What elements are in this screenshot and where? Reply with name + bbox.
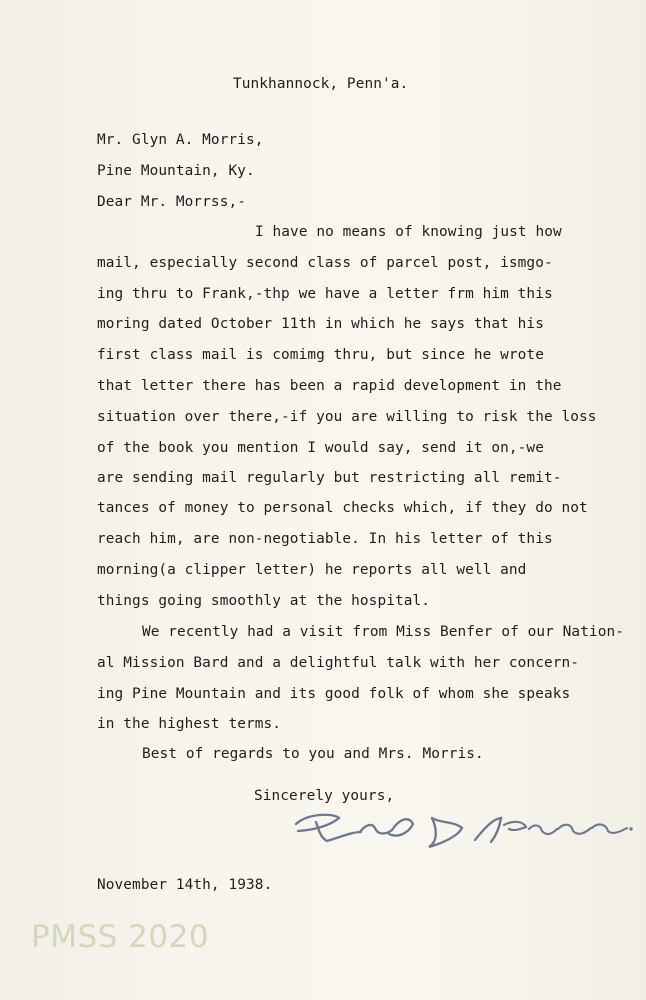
paragraph-1-line-5: first class mail is comimg thru, but since he wrote (97, 347, 544, 363)
closing-line: Best of regards to you and Mrs. Morris. (142, 746, 484, 762)
letter-place: Tunkhannock, Penn'a. (233, 76, 409, 92)
paragraph-1-line-2: mail, especially second class of parcel post, ismgo- (97, 255, 553, 271)
paragraph-1-line-13: things going smoothly at the hospital. (97, 593, 431, 609)
paragraph-1-line-12: morning(a clipper letter) he reports all well and (97, 562, 527, 578)
paragraph-1-line-6: that letter there has been a rapid development in the (97, 378, 562, 394)
paragraph-1-line-4: moring dated October 11th in which he says that his (97, 316, 544, 332)
archive-watermark: PMSS 2020 (31, 919, 210, 955)
paragraph-1-line-8: of the book you mention I would say, send it on,-we (97, 440, 544, 456)
paragraph-1-line-7: situation over there,-if you are willing to risk the loss (97, 409, 597, 425)
recipient-address: Pine Mountain, Ky. (97, 163, 255, 179)
paragraph-2-line-3: ing Pine Mountain and its good folk of whom she speaks (97, 686, 571, 702)
paragraph-2-line-4: in the highest terms. (97, 716, 282, 732)
paragraph-2-line-2: al Mission Bard and a delightful talk with her concern- (97, 655, 580, 671)
letter-date: November 14th, 1938. (97, 877, 273, 893)
signature-image (288, 800, 638, 856)
paragraph-1-line-1: I have no means of knowing just how (255, 224, 562, 240)
paragraph-1-line-10: tances of money to personal checks which, if they do not (97, 500, 588, 516)
salutation: Dear Mr. Morrss,- (97, 194, 246, 210)
paragraph-2-line-1: We recently had a visit from Miss Benfer of our Nation- (142, 624, 625, 640)
recipient-name: Mr. Glyn A. Morris, (97, 132, 264, 148)
paragraph-1-line-11: reach him, are non-negotiable. In his letter of this (97, 531, 553, 547)
valediction: Sincerely yours, (254, 788, 395, 804)
paragraph-1-line-3: ing thru to Frank,-thp we have a letter frm him this (97, 286, 553, 302)
paragraph-1-line-9: are sending mail regularly but restricting all remit- (97, 470, 562, 486)
